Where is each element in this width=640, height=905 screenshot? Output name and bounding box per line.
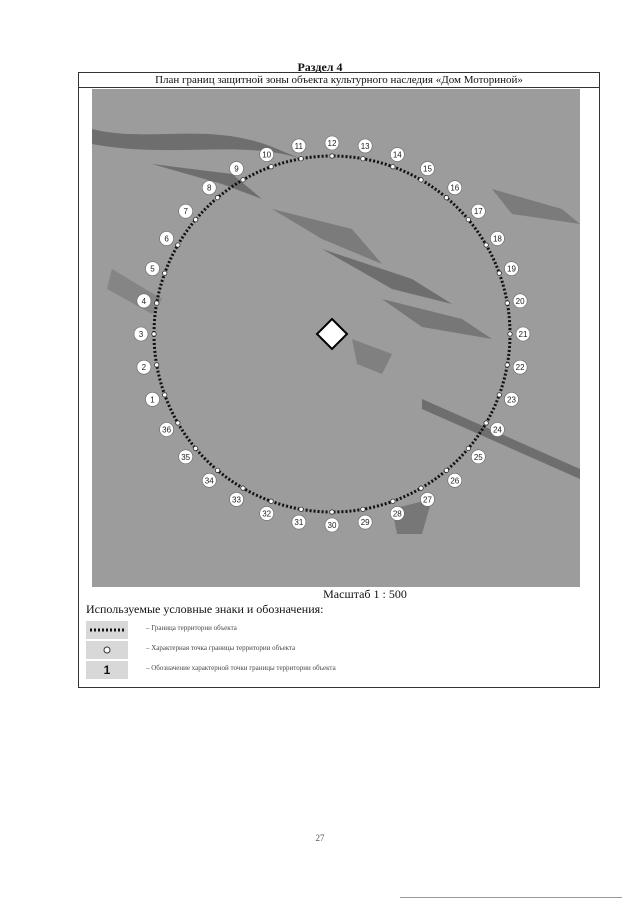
map-canvas[interactable] [92,89,580,587]
point-label: 28 [392,509,402,519]
point-label: 32 [262,509,272,519]
boundary-point [269,499,273,503]
boundary-point [419,486,423,490]
legend-title: Используемые условные знаки и обозначения: [86,602,324,616]
point-label: 36 [162,425,172,435]
point-label: 4 [141,296,147,306]
boundary-point [269,165,273,169]
point-label: 15 [423,164,432,174]
boundary-point [241,178,245,182]
boundary-point [155,363,159,367]
map-title: План границ защитной зоны объекта культурного наследия «Дом Моториной» [79,73,599,88]
boundary-point [466,217,470,221]
point-label: 18 [492,234,502,244]
boundary-point [330,154,334,158]
point-label: 7 [183,207,188,217]
point-label: 20 [515,296,525,306]
boundary-point [299,157,303,161]
boundary-point [505,301,509,305]
boundary-point [152,332,156,336]
section-title: Раздел 4 [297,60,343,74]
boundary-point [176,243,180,247]
boundary-point [484,421,488,425]
point-icon [86,641,128,659]
boundary-point [361,507,365,511]
boundary-point [241,486,245,490]
boundary-point [193,446,197,450]
point-label: 1 [150,395,155,405]
scale-label: Масштаб 1 : 500 [323,587,407,601]
boundary-point [484,243,488,247]
boundary-point [391,499,395,503]
boundary-point [444,468,448,472]
boundary-point [444,195,448,199]
legend-text-boundary: – Граница территории объекта [146,624,237,632]
point-label-icon: 1 [86,661,128,679]
legend-text-label: – Обозначение характерной точки границы территории объекта [146,664,336,672]
point-label: 5 [150,264,155,274]
point-label: 16 [450,183,460,193]
boundary-point [193,217,197,221]
boundary-point [391,165,395,169]
point-label: 14 [392,150,402,160]
point-label: 30 [327,521,337,530]
boundary-point [508,332,512,336]
point-label: 17 [473,207,483,217]
boundary-point [497,271,501,275]
point-label: 21 [518,330,528,339]
boundary-point [330,510,334,514]
legend-text-point: – Характерная точка границы территории объекта [146,644,296,652]
page-number: 27 [315,833,325,843]
boundary-point [215,468,219,472]
map-svg [92,89,580,587]
point-label: 23 [507,395,516,405]
point-label: 27 [423,495,432,505]
point-label: 22 [515,363,525,373]
legend-row-label [86,661,506,679]
point-label: 24 [492,425,502,435]
boundary-point [155,301,159,305]
object-diamond-icon [317,319,347,349]
point-label: 12 [327,139,337,148]
point-label: 13 [360,141,370,151]
point-label: 8 [207,183,212,193]
boundary-line-icon [86,621,128,639]
boundary-point [163,393,167,397]
boundary-point [497,393,501,397]
point-label: 3 [138,330,144,339]
point-label: 31 [294,518,304,528]
boundary-point [299,507,303,511]
point-label: 2 [141,363,147,373]
legend-row-boundary [86,621,506,639]
point-label: 6 [164,234,169,244]
boundary-point [163,271,167,275]
point-label: 33 [232,495,241,505]
boundary-point [505,363,509,367]
point-label: 29 [360,518,370,528]
point-label: 19 [507,264,516,274]
point-label: 35 [181,452,191,462]
legend-row-point [86,641,506,659]
boundary-point [215,195,219,199]
page-edge-line [400,897,622,898]
boundary-point [466,446,470,450]
point-label: 11 [294,141,303,151]
point-label: 26 [450,476,460,486]
point-label: 34 [204,476,214,486]
point-label: 9 [234,164,239,174]
boundary-point [419,178,423,182]
point-label: 25 [473,452,483,462]
boundary-point [176,421,180,425]
point-label: 10 [262,150,272,160]
boundary-point [361,157,365,161]
